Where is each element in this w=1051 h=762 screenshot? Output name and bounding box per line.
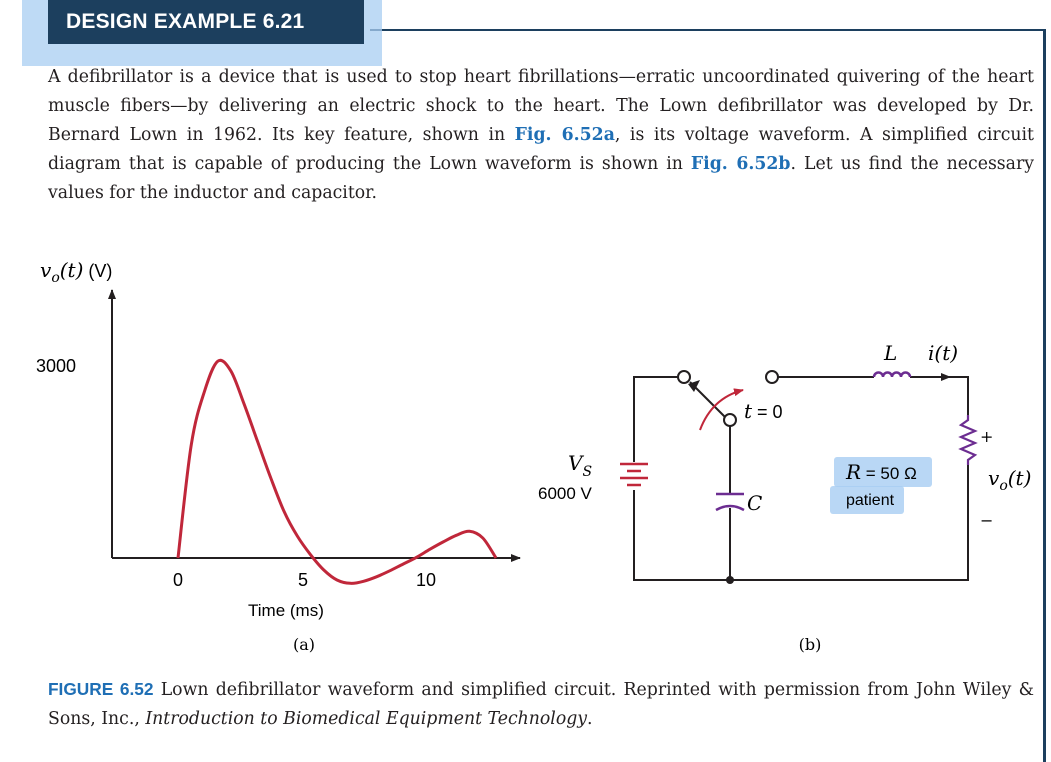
- wire-right-top: [910, 377, 968, 415]
- ylabel-sub: o: [51, 270, 60, 286]
- inductor-icon: [874, 373, 910, 378]
- vs-value: 6000 V: [538, 484, 592, 503]
- fig-ref-b-link[interactable]: Fig. 6.52b: [690, 154, 791, 174]
- vo-symbol: v: [988, 466, 1000, 490]
- chart-y-axis-label: [40, 258, 112, 286]
- switch-terminal-right: [766, 371, 778, 383]
- caption-end: .: [587, 709, 593, 729]
- waveform-line: [178, 360, 496, 583]
- switch-t-eq: = 0: [752, 402, 783, 422]
- capacitor-icon: [716, 494, 744, 510]
- y-tick-label-0: 3000: [36, 356, 77, 376]
- caption-text: Lown defibrillator waveform and simplified circuit. Reprinted with permission from John Wiley & Sons, Inc.,: [48, 680, 1034, 729]
- ylabel-arg: (t): [59, 258, 84, 282]
- r-symbol: R: [846, 460, 862, 484]
- capacitor-label: C: [747, 491, 763, 515]
- plus-sign: +: [980, 427, 994, 446]
- figure-caption: [48, 675, 1034, 734]
- junction-node: [726, 576, 734, 584]
- vs-label: [568, 451, 592, 480]
- switch-terminal-left: [678, 371, 690, 383]
- switch-pivot: [724, 414, 736, 426]
- vs-sub: S: [582, 464, 593, 480]
- design-example-title: DESIGN EXAMPLE 6.21: [66, 10, 305, 33]
- patient-label: patient: [846, 492, 895, 509]
- minus-sign: −: [980, 511, 994, 530]
- switch-time-label: [744, 399, 783, 423]
- vo-arg: (t): [1007, 466, 1032, 490]
- switch-motion-arrow: [700, 390, 743, 430]
- ylabel-symbol: v: [40, 258, 52, 282]
- caption-label: FIGURE 6.52: [48, 679, 154, 699]
- wire-left-top: [634, 377, 678, 462]
- chart-x-axis-label: Time (ms): [248, 601, 324, 620]
- x-tick-label-2: 10: [416, 570, 437, 590]
- para-text-1: A defibrillator is a device that is used to stop heart fibrillations—erratic uncoordinated quivering of the heart muscle fibers—by delivering an electric shock to the heart. The Lown defibrillator was developed by Dr. Bernard Lown in 1962. Its key feature, shown in: [48, 67, 1034, 145]
- figure-b-label: (b): [798, 635, 822, 654]
- para-text-3: . Let us find the necessary values for the inductor and capacitor.: [48, 154, 1035, 203]
- ylabel-unit: (V): [83, 261, 113, 281]
- resistor-icon: [961, 415, 975, 465]
- para-text-2: , is its voltage waveform. A simplified circuit diagram that is capable of producing the Lown waveform is shown in: [48, 125, 1034, 174]
- waveform-chart: [36, 258, 520, 654]
- caption-book-title: Introduction to Biomedical Equipment Technology: [145, 709, 588, 729]
- fig-ref-a-link[interactable]: Fig. 6.52a: [514, 125, 615, 145]
- battery-icon: [620, 464, 648, 485]
- figure-a-label: (a): [292, 635, 316, 654]
- x-tick-label-0: 0: [173, 570, 184, 590]
- vo-label: [988, 466, 1031, 494]
- resistor-label: [845, 460, 917, 484]
- vs-symbol: V: [568, 451, 583, 475]
- vo-sub: o: [999, 478, 1008, 494]
- x-tick-label-1: 5: [298, 570, 309, 590]
- current-label: i(t): [928, 341, 959, 365]
- switch-t-symbol: t: [744, 399, 753, 423]
- inductor-label: L: [884, 341, 898, 365]
- circuit-diagram: [538, 341, 1031, 654]
- r-value: = 50 Ω: [861, 464, 917, 483]
